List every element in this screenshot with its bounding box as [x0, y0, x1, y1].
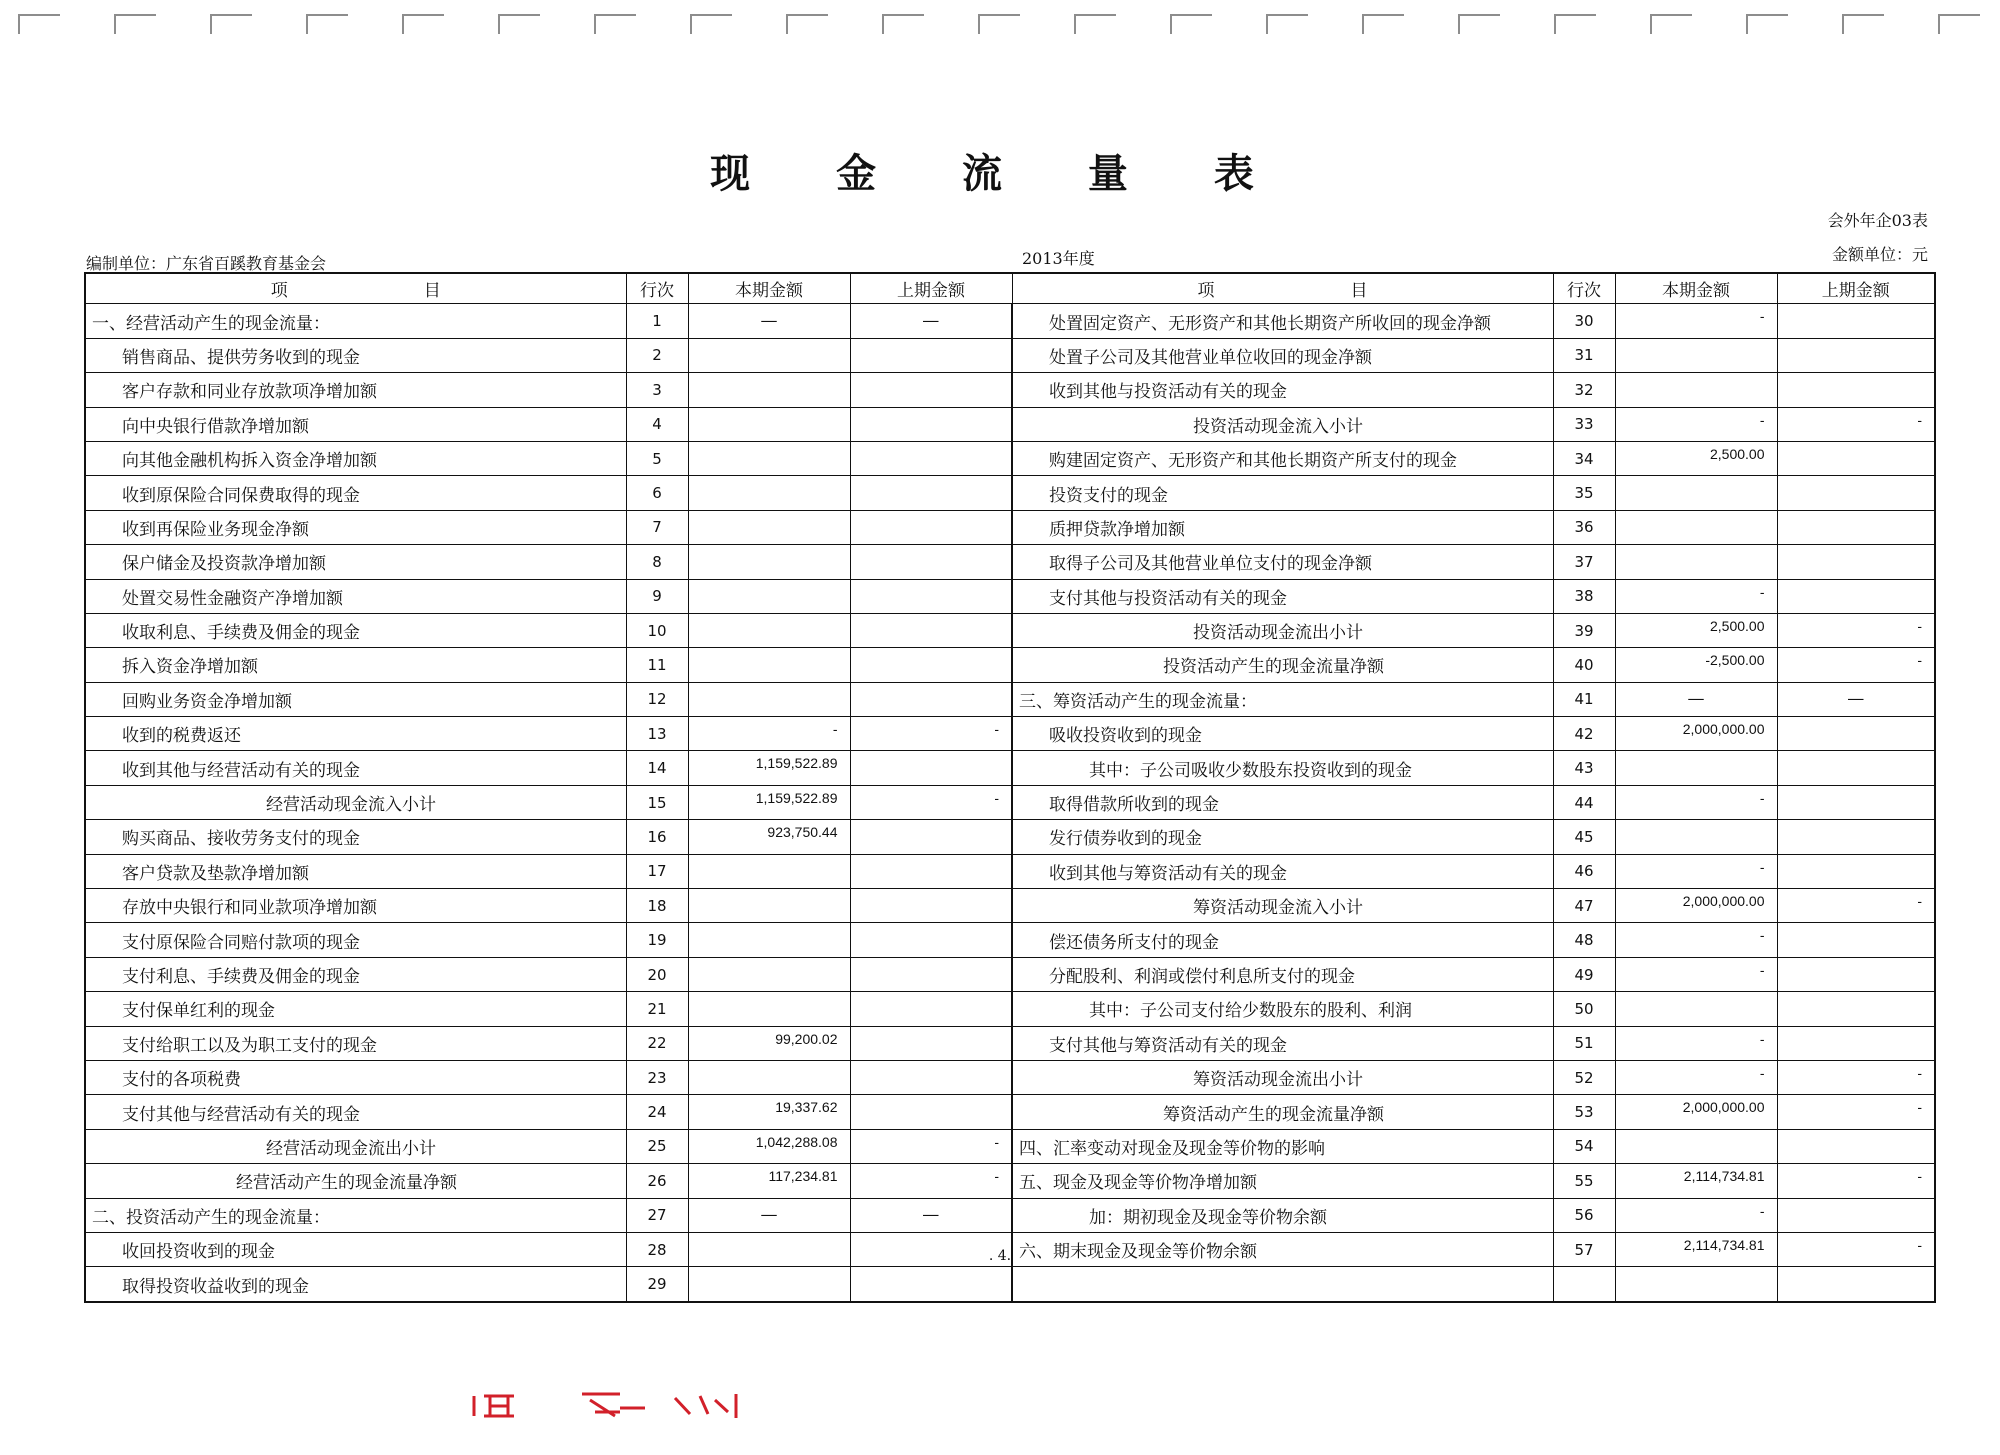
- row-previous-amount: [1777, 545, 1935, 579]
- row-previous-amount: -: [850, 1129, 1012, 1163]
- table-row: [85, 510, 1935, 544]
- row-current-amount: [688, 510, 850, 544]
- row-current-amount: [688, 545, 850, 579]
- table-row: [85, 407, 1935, 441]
- row-previous-amount: -: [1777, 1095, 1935, 1129]
- row-previous-amount: [1777, 373, 1935, 407]
- row-label: 经营活动现金流出小计: [85, 1129, 626, 1163]
- row-previous-amount: [1777, 751, 1935, 785]
- row-previous-amount: [850, 923, 1012, 957]
- row-label: 收到原保险合同保费取得的现金: [85, 476, 626, 510]
- row-line-no: 29: [626, 1267, 688, 1302]
- row-label: 支付给职工以及为职工支付的现金: [85, 1026, 626, 1060]
- row-line-no: 34: [1553, 441, 1615, 475]
- row-label: 购建固定资产、无形资产和其他长期资产所支付的现金: [1012, 441, 1553, 475]
- row-label: 二、投资活动产生的现金流量：: [85, 1198, 626, 1232]
- row-previous-amount: [1777, 1267, 1935, 1302]
- table-row: [85, 1164, 1935, 1198]
- row-line-no: 14: [626, 751, 688, 785]
- punch-hole-mark: [1842, 14, 1884, 34]
- row-label: 支付的各项税费: [85, 1060, 626, 1094]
- row-label: 支付其他与筹资活动有关的现金: [1012, 1026, 1553, 1060]
- row-label: [1012, 1267, 1553, 1302]
- row-label: 收到再保险业务现金净额: [85, 510, 626, 544]
- row-current-amount: [688, 613, 850, 647]
- row-current-amount: [688, 682, 850, 716]
- row-line-no: 47: [1553, 889, 1615, 923]
- row-line-no: 56: [1553, 1198, 1615, 1232]
- row-label: 投资活动现金流出小计: [1012, 613, 1553, 647]
- row-previous-amount: [850, 854, 1012, 888]
- row-current-amount: -: [1615, 407, 1777, 441]
- row-previous-amount: [850, 613, 1012, 647]
- row-line-no: 57: [1553, 1232, 1615, 1266]
- row-label: 经营活动产生的现金流量净额: [85, 1164, 626, 1198]
- row-label: 向其他金融机构拆入资金净增加额: [85, 441, 626, 475]
- row-previous-amount: [1777, 923, 1935, 957]
- row-label: 分配股利、利润或偿付利息所支付的现金: [1012, 957, 1553, 991]
- page-number: . 4.: [988, 1248, 1012, 1264]
- punch-hole-mark: [306, 14, 348, 34]
- table-row: [85, 613, 1935, 647]
- row-label: 取得投资收益收到的现金: [85, 1267, 626, 1302]
- row-line-no: 16: [626, 820, 688, 854]
- row-current-amount: 99,200.02: [688, 1026, 850, 1060]
- punch-hole-mark: [18, 14, 60, 34]
- row-line-no: 13: [626, 717, 688, 751]
- row-current-amount: [1615, 820, 1777, 854]
- row-current-amount: [1615, 510, 1777, 544]
- row-previous-amount: [850, 682, 1012, 716]
- row-label: 投资活动产生的现金流量净额: [1012, 648, 1553, 682]
- row-label: 向中央银行借款净增加额: [85, 407, 626, 441]
- row-label: 收取利息、手续费及佣金的现金: [85, 613, 626, 647]
- table-row: [85, 1198, 1935, 1232]
- row-previous-amount: [850, 889, 1012, 923]
- table-row: [85, 338, 1935, 372]
- row-previous-amount: [1777, 1129, 1935, 1163]
- row-current-amount: [1615, 751, 1777, 785]
- row-line-no: 51: [1553, 1026, 1615, 1060]
- row-line-no: 53: [1553, 1095, 1615, 1129]
- table-row: [85, 648, 1935, 682]
- row-previous-amount: [1777, 785, 1935, 819]
- punch-hole-mark: [402, 14, 444, 34]
- row-line-no: 32: [1553, 373, 1615, 407]
- table-row: [85, 717, 1935, 751]
- table-row: [85, 1095, 1935, 1129]
- row-line-no: 10: [626, 613, 688, 647]
- row-line-no: 54: [1553, 1129, 1615, 1163]
- row-previous-amount: [850, 545, 1012, 579]
- row-current-amount: 2,500.00: [1615, 613, 1777, 647]
- row-current-amount: 1,159,522.89: [688, 785, 850, 819]
- row-line-no: 2: [626, 338, 688, 372]
- row-label: 收到的税费返还: [85, 717, 626, 751]
- row-previous-amount: [850, 1060, 1012, 1094]
- row-current-amount: [1615, 1129, 1777, 1163]
- row-previous-amount: [850, 1095, 1012, 1129]
- row-current-amount: [688, 579, 850, 613]
- row-current-amount: 19,337.62: [688, 1095, 850, 1129]
- row-label: 取得借款所收到的现金: [1012, 785, 1553, 819]
- row-label: 筹资活动产生的现金流量净额: [1012, 1095, 1553, 1129]
- punch-hole-mark: [594, 14, 636, 34]
- row-previous-amount: [1777, 441, 1935, 475]
- row-previous-amount: [850, 373, 1012, 407]
- row-line-no: 27: [626, 1198, 688, 1232]
- table-row: [85, 992, 1935, 1026]
- row-current-amount: 2,500.00: [1615, 441, 1777, 475]
- row-current-amount: 923,750.44: [688, 820, 850, 854]
- row-label: 吸收投资收到的现金: [1012, 717, 1553, 751]
- row-previous-amount: -: [1777, 1060, 1935, 1094]
- row-label: 支付原保险合同赔付款项的现金: [85, 923, 626, 957]
- table-row: [85, 854, 1935, 888]
- row-line-no: 44: [1553, 785, 1615, 819]
- row-previous-amount: -: [1777, 1232, 1935, 1266]
- row-current-amount: -: [1615, 1060, 1777, 1094]
- row-label: 收到其他与投资活动有关的现金: [1012, 373, 1553, 407]
- row-label: 三、筹资活动产生的现金流量：: [1012, 682, 1553, 716]
- row-line-no: 18: [626, 889, 688, 923]
- row-previous-amount: -: [1777, 648, 1935, 682]
- row-current-amount: —: [688, 304, 850, 338]
- row-label: 支付利息、手续费及佣金的现金: [85, 957, 626, 991]
- row-previous-amount: [850, 992, 1012, 1026]
- row-label: 客户贷款及垫款净增加额: [85, 854, 626, 888]
- row-label: 质押贷款净增加额: [1012, 510, 1553, 544]
- row-line-no: 28: [626, 1232, 688, 1266]
- row-line-no: 6: [626, 476, 688, 510]
- punch-hole-mark: [210, 14, 252, 34]
- row-current-amount: —: [1615, 682, 1777, 716]
- row-previous-amount: [850, 338, 1012, 372]
- row-current-amount: 1,159,522.89: [688, 751, 850, 785]
- row-line-no: [1553, 1267, 1615, 1302]
- row-label: 销售商品、提供劳务收到的现金: [85, 338, 626, 372]
- row-current-amount: [1615, 545, 1777, 579]
- row-previous-amount: [1777, 1198, 1935, 1232]
- row-current-amount: -: [1615, 579, 1777, 613]
- row-line-no: 30: [1553, 304, 1615, 338]
- row-label: 投资活动现金流入小计: [1012, 407, 1553, 441]
- punch-hole-mark: [1362, 14, 1404, 34]
- table-row: [85, 373, 1935, 407]
- row-label: 投资支付的现金: [1012, 476, 1553, 510]
- table-row: [85, 957, 1935, 991]
- table-row: [85, 304, 1935, 338]
- row-label: 存放中央银行和同业款项净增加额: [85, 889, 626, 923]
- row-label: 取得子公司及其他营业单位支付的现金净额: [1012, 545, 1553, 579]
- currency-unit: 金额单位：元: [1831, 245, 1928, 264]
- header-previous-amount: 上期金额: [850, 273, 1012, 304]
- punch-hole-mark: [882, 14, 924, 34]
- row-current-amount: 2,000,000.00: [1615, 717, 1777, 751]
- punch-hole-mark: [786, 14, 828, 34]
- row-current-amount: -: [1615, 1026, 1777, 1060]
- row-previous-amount: [850, 751, 1012, 785]
- row-line-no: 23: [626, 1060, 688, 1094]
- row-current-amount: [688, 476, 850, 510]
- row-current-amount: [688, 407, 850, 441]
- row-previous-amount: [1777, 476, 1935, 510]
- punch-hole-mark: [1650, 14, 1692, 34]
- red-seal-stamp: [470, 1388, 740, 1422]
- row-previous-amount: -: [850, 717, 1012, 751]
- row-previous-amount: [850, 648, 1012, 682]
- row-line-no: 49: [1553, 957, 1615, 991]
- row-label: 筹资活动现金流入小计: [1012, 889, 1553, 923]
- row-label: 支付其他与投资活动有关的现金: [1012, 579, 1553, 613]
- row-previous-amount: [1777, 510, 1935, 544]
- row-previous-amount: [1777, 854, 1935, 888]
- punch-hole-mark: [114, 14, 156, 34]
- row-line-no: 40: [1553, 648, 1615, 682]
- table-row: [85, 545, 1935, 579]
- row-line-no: 24: [626, 1095, 688, 1129]
- row-current-amount: -: [1615, 957, 1777, 991]
- row-line-no: 17: [626, 854, 688, 888]
- row-label: 其中：子公司支付给少数股东的股利、利润: [1012, 992, 1553, 1026]
- row-current-amount: [688, 923, 850, 957]
- row-line-no: 12: [626, 682, 688, 716]
- row-label: 经营活动现金流入小计: [85, 785, 626, 819]
- row-line-no: 15: [626, 785, 688, 819]
- row-label: 支付保单红利的现金: [85, 992, 626, 1026]
- row-previous-amount: [850, 1267, 1012, 1302]
- row-line-no: 50: [1553, 992, 1615, 1026]
- row-label: 收回投资收到的现金: [85, 1232, 626, 1266]
- row-line-no: 19: [626, 923, 688, 957]
- row-line-no: 22: [626, 1026, 688, 1060]
- row-current-amount: -2,500.00: [1615, 648, 1777, 682]
- row-previous-amount: [1777, 579, 1935, 613]
- row-previous-amount: [850, 957, 1012, 991]
- row-previous-amount: -: [850, 1164, 1012, 1198]
- row-line-no: 35: [1553, 476, 1615, 510]
- row-label: 四、汇率变动对现金及现金等价物的影响: [1012, 1129, 1553, 1163]
- row-current-amount: -: [1615, 923, 1777, 957]
- row-label: 保户储金及投资款净增加额: [85, 545, 626, 579]
- row-label: 收到其他与筹资活动有关的现金: [1012, 854, 1553, 888]
- row-current-amount: 2,000,000.00: [1615, 1095, 1777, 1129]
- row-label: 购买商品、接收劳务支付的现金: [85, 820, 626, 854]
- punch-hole-mark: [1458, 14, 1500, 34]
- table-row: [85, 1026, 1935, 1060]
- row-previous-amount: —: [1777, 682, 1935, 716]
- row-line-no: 43: [1553, 751, 1615, 785]
- row-label: 筹资活动现金流出小计: [1012, 1060, 1553, 1094]
- row-previous-amount: -: [1777, 1164, 1935, 1198]
- header-item: 项 目: [1012, 273, 1553, 304]
- row-line-no: 11: [626, 648, 688, 682]
- row-previous-amount: -: [1777, 889, 1935, 923]
- row-current-amount: [1615, 992, 1777, 1026]
- row-line-no: 9: [626, 579, 688, 613]
- row-previous-amount: [850, 510, 1012, 544]
- punch-hole-mark: [1074, 14, 1116, 34]
- organization-label: 编制单位：广东省百蹊教育基金会: [86, 254, 327, 273]
- row-current-amount: -: [1615, 854, 1777, 888]
- row-line-no: 20: [626, 957, 688, 991]
- row-current-amount: —: [688, 1198, 850, 1232]
- punch-hole-mark: [1554, 14, 1596, 34]
- row-current-amount: -: [1615, 1198, 1777, 1232]
- row-line-no: 5: [626, 441, 688, 475]
- row-current-amount: [688, 338, 850, 372]
- table-row: [85, 1129, 1935, 1163]
- row-previous-amount: [1777, 1026, 1935, 1060]
- row-current-amount: -: [688, 717, 850, 751]
- table-body: [85, 304, 1935, 1302]
- punch-hole-mark: [1170, 14, 1212, 34]
- row-line-no: 31: [1553, 338, 1615, 372]
- table-row: [85, 1060, 1935, 1094]
- row-previous-amount: [850, 579, 1012, 613]
- header-current-amount: 本期金额: [1615, 273, 1777, 304]
- table-row: [85, 751, 1935, 785]
- row-line-no: 1: [626, 304, 688, 338]
- period-label: 2013年度: [1022, 249, 1095, 268]
- row-current-amount: 2,000,000.00: [1615, 889, 1777, 923]
- row-label: 客户存款和同业存放款项净增加额: [85, 373, 626, 407]
- row-previous-amount: [1777, 717, 1935, 751]
- row-previous-amount: [850, 476, 1012, 510]
- row-label: 回购业务资金净增加额: [85, 682, 626, 716]
- header-line-no: 行次: [626, 273, 688, 304]
- row-current-amount: 2,114,734.81: [1615, 1232, 1777, 1266]
- row-current-amount: [688, 648, 850, 682]
- header-item: 项 目: [85, 273, 626, 304]
- header-current-amount: 本期金额: [688, 273, 850, 304]
- row-current-amount: [688, 441, 850, 475]
- row-line-no: 45: [1553, 820, 1615, 854]
- row-previous-amount: [1777, 338, 1935, 372]
- cash-flow-table: [84, 272, 1936, 1303]
- row-line-no: 36: [1553, 510, 1615, 544]
- punch-hole-mark: [498, 14, 540, 34]
- row-label: 一、经营活动产生的现金流量：: [85, 304, 626, 338]
- row-label: 五、现金及现金等价物净增加额: [1012, 1164, 1553, 1198]
- table-row: [85, 889, 1935, 923]
- row-label: 六、期末现金及现金等价物余额: [1012, 1232, 1553, 1266]
- row-label: 处置交易性金融资产净增加额: [85, 579, 626, 613]
- row-line-no: 41: [1553, 682, 1615, 716]
- row-current-amount: -: [1615, 785, 1777, 819]
- row-previous-amount: [850, 441, 1012, 475]
- header-line-no: 行次: [1553, 273, 1615, 304]
- row-line-no: 37: [1553, 545, 1615, 579]
- punch-hole-mark: [690, 14, 732, 34]
- row-line-no: 48: [1553, 923, 1615, 957]
- row-current-amount: [688, 992, 850, 1026]
- row-label: 其中：子公司吸收少数股东投资收到的现金: [1012, 751, 1553, 785]
- row-label: 处置固定资产、无形资产和其他长期资产所收回的现金净额: [1012, 304, 1553, 338]
- row-current-amount: [688, 957, 850, 991]
- row-current-amount: 117,234.81: [688, 1164, 850, 1198]
- row-line-no: 42: [1553, 717, 1615, 751]
- row-previous-amount: [850, 1026, 1012, 1060]
- row-current-amount: [1615, 476, 1777, 510]
- row-label: 加：期初现金及现金等价物余额: [1012, 1198, 1553, 1232]
- row-previous-amount: [850, 407, 1012, 441]
- row-previous-amount: -: [1777, 613, 1935, 647]
- row-line-no: 33: [1553, 407, 1615, 441]
- table-row: [85, 476, 1935, 510]
- row-current-amount: [1615, 338, 1777, 372]
- row-current-amount: 1,042,288.08: [688, 1129, 850, 1163]
- row-previous-amount: [850, 820, 1012, 854]
- row-line-no: 52: [1553, 1060, 1615, 1094]
- punch-hole-mark: [1266, 14, 1308, 34]
- table-row: [85, 441, 1935, 475]
- table-row: [85, 923, 1935, 957]
- row-previous-amount: —: [850, 1198, 1012, 1232]
- punch-hole-mark: [1938, 14, 1980, 34]
- table-row: [85, 820, 1935, 854]
- punch-hole-mark: [978, 14, 1020, 34]
- row-line-no: 21: [626, 992, 688, 1026]
- header-previous-amount: 上期金额: [1777, 273, 1935, 304]
- row-line-no: 7: [626, 510, 688, 544]
- row-previous-amount: [1777, 957, 1935, 991]
- row-current-amount: 2,114,734.81: [1615, 1164, 1777, 1198]
- row-current-amount: [688, 373, 850, 407]
- row-current-amount: -: [1615, 304, 1777, 338]
- row-line-no: 8: [626, 545, 688, 579]
- row-line-no: 46: [1553, 854, 1615, 888]
- row-label: 收到其他与经营活动有关的现金: [85, 751, 626, 785]
- row-line-no: 38: [1553, 579, 1615, 613]
- row-previous-amount: [1777, 304, 1935, 338]
- row-previous-amount: -: [1777, 407, 1935, 441]
- table-row: [85, 579, 1935, 613]
- row-current-amount: [1615, 373, 1777, 407]
- row-previous-amount: -: [850, 785, 1012, 819]
- table-row: [85, 785, 1935, 819]
- row-label: 处置子公司及其他营业单位收回的现金净额: [1012, 338, 1553, 372]
- row-current-amount: [1615, 1267, 1777, 1302]
- row-line-no: 26: [626, 1164, 688, 1198]
- row-previous-amount: [1777, 820, 1935, 854]
- row-line-no: 55: [1553, 1164, 1615, 1198]
- row-label: 发行债券收到的现金: [1012, 820, 1553, 854]
- row-label: 偿还债务所支付的现金: [1012, 923, 1553, 957]
- row-current-amount: [688, 889, 850, 923]
- table-header-row: [85, 273, 1935, 304]
- table-row: [85, 1267, 1935, 1302]
- row-current-amount: [688, 1060, 850, 1094]
- row-current-amount: [688, 1267, 850, 1302]
- table-row: [85, 682, 1935, 716]
- punch-hole-mark: [1746, 14, 1788, 34]
- row-line-no: 25: [626, 1129, 688, 1163]
- row-current-amount: [688, 854, 850, 888]
- row-line-no: 39: [1553, 613, 1615, 647]
- page-title: 现 金 流 量 表: [710, 150, 1290, 197]
- form-code: 会外年企03表: [1827, 211, 1928, 230]
- row-previous-amount: [1777, 992, 1935, 1026]
- row-label: 支付其他与经营活动有关的现金: [85, 1095, 626, 1129]
- punch-hole-strip: [0, 14, 2000, 40]
- row-label: 拆入资金净增加额: [85, 648, 626, 682]
- row-previous-amount: —: [850, 304, 1012, 338]
- row-line-no: 4: [626, 407, 688, 441]
- row-line-no: 3: [626, 373, 688, 407]
